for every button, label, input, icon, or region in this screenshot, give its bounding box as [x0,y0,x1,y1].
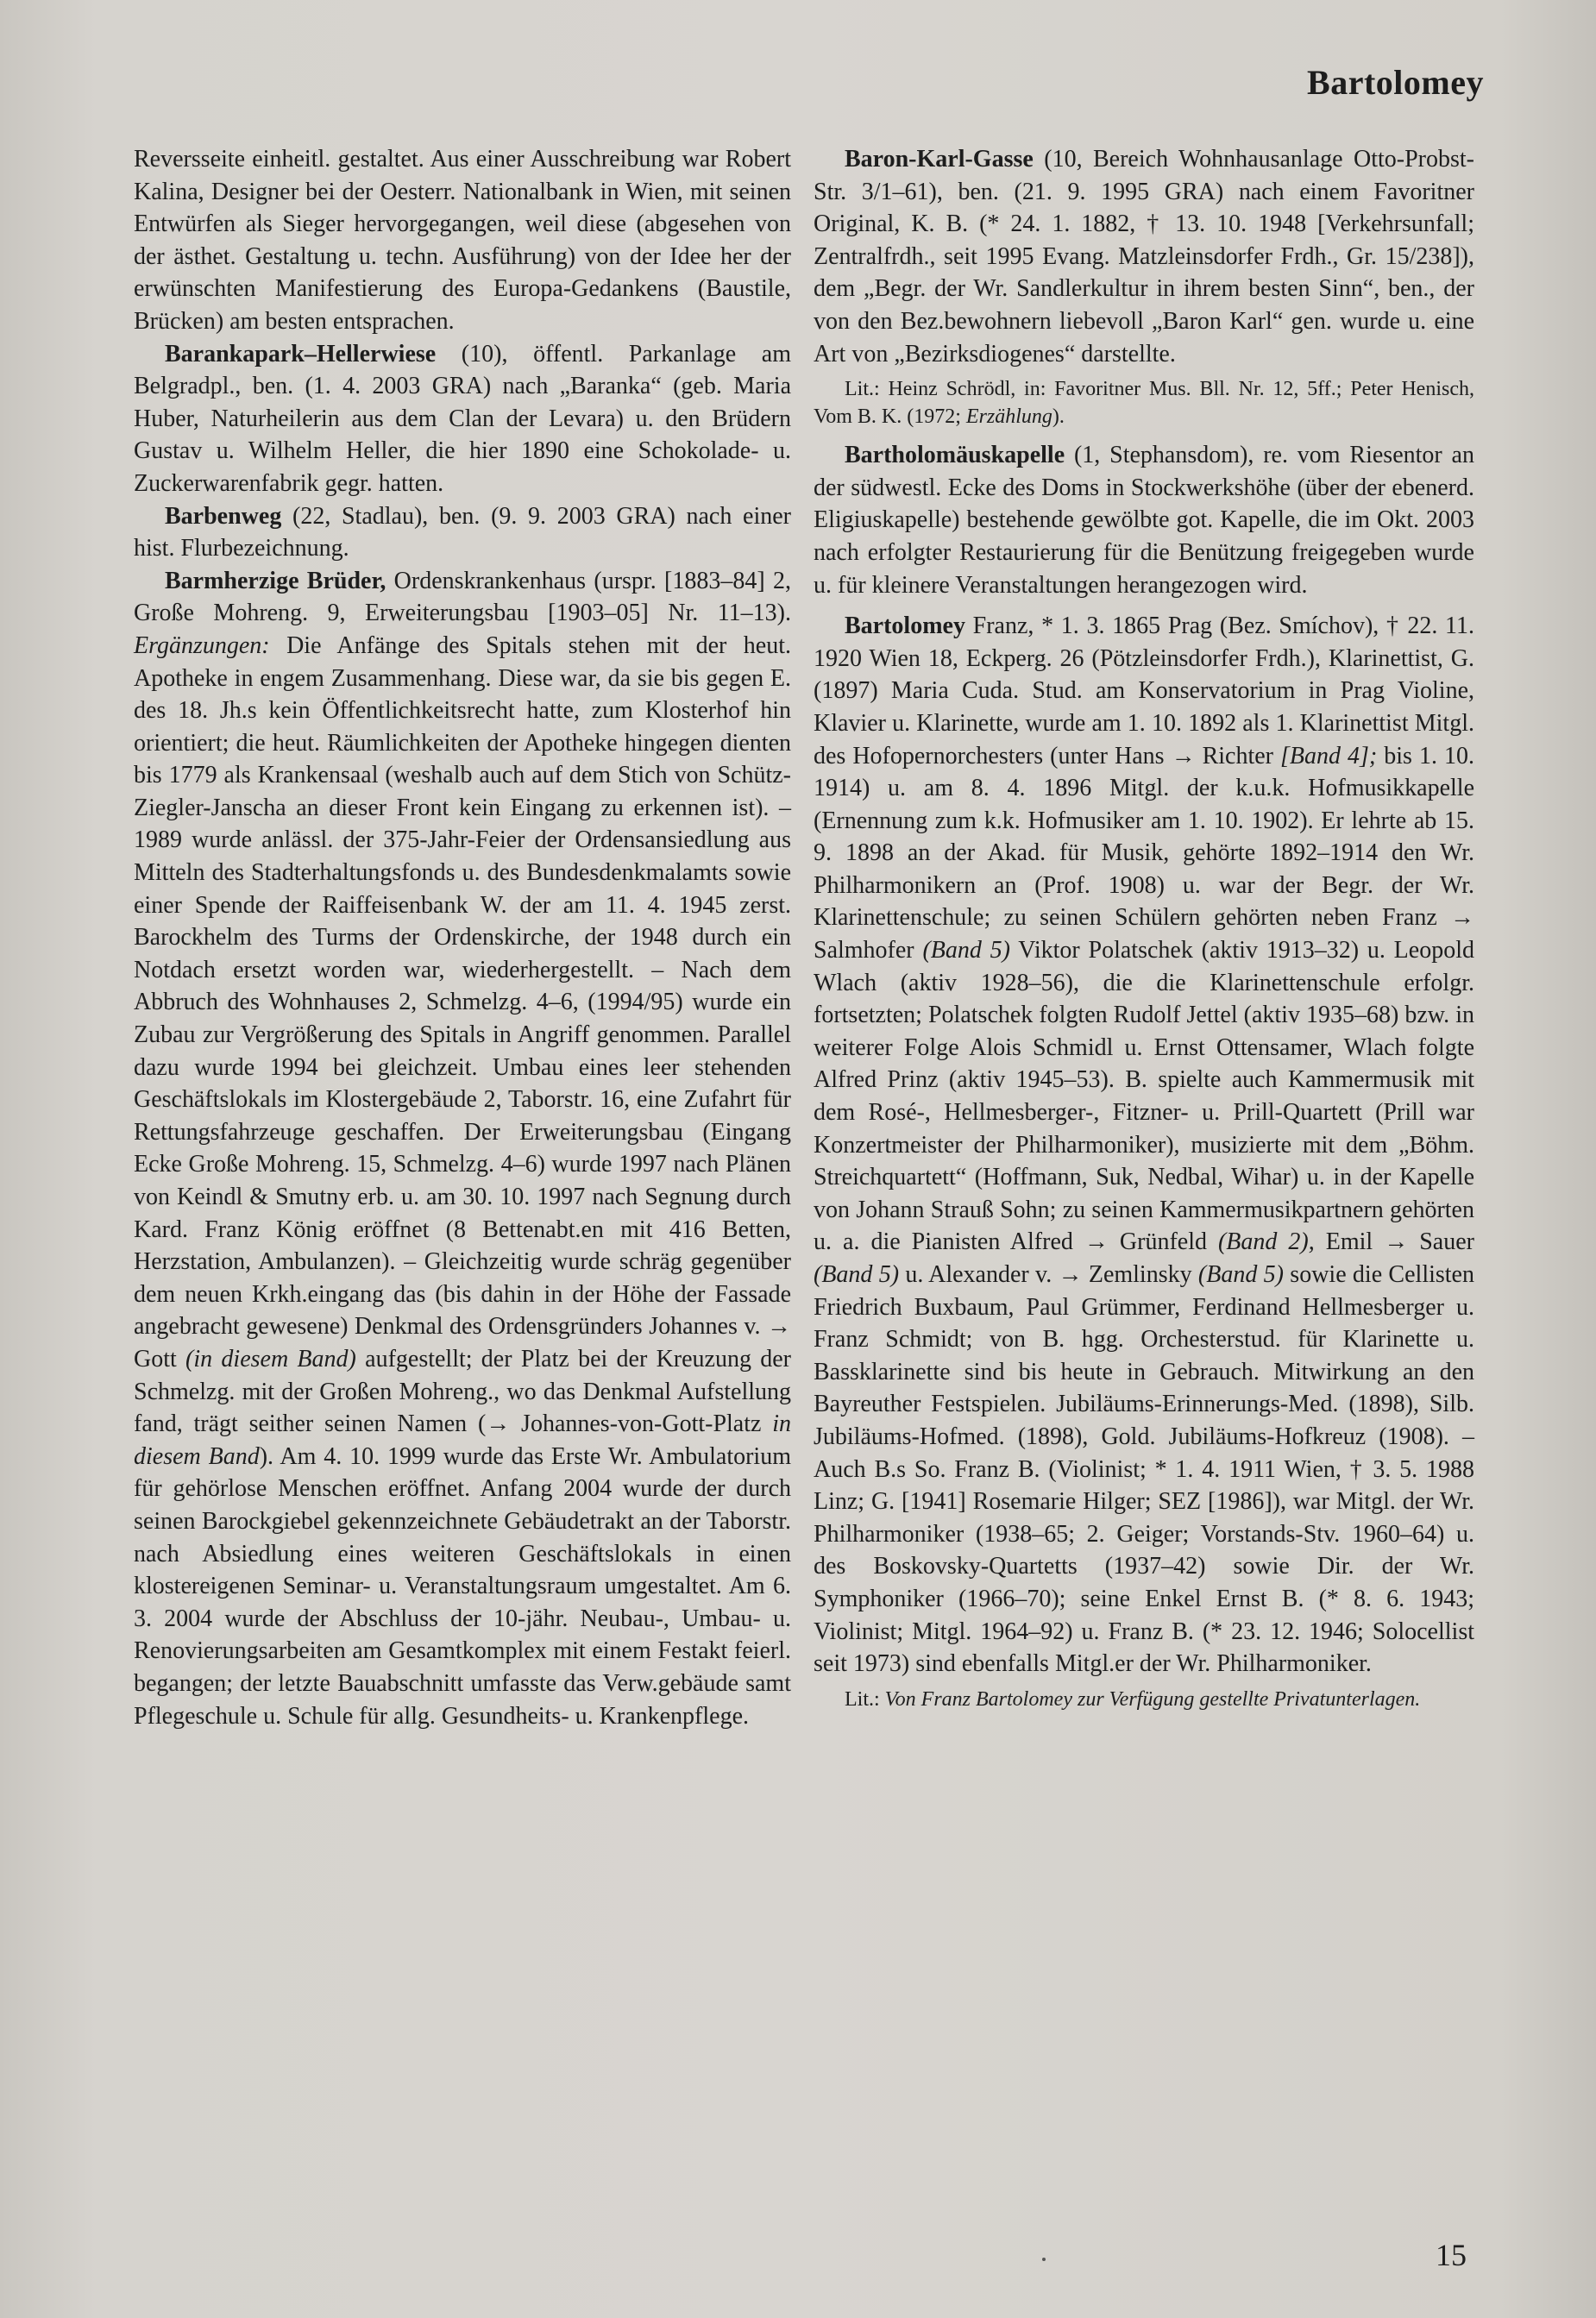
entry-text-italic: (in diesem Band) [185,1345,356,1373]
literature-text: Lit.: [845,1687,885,1711]
print-speck [1042,2258,1046,2261]
entry-text: (10, Bereich Wohnhausanlage Otto-Probst-Str. 3/1–61), ben. (21. 9. 1995 GRA) nach einem Favoritner Original, K. B. (* 24. 1. 1882, † 13. 10. 1948 [Verkehrsunfall; Zentralfrdh., seit 1995 Evang. Matzleinsdorfer Frdh., Gr. 15/238]), dem „Begr. der Wr. Sandlerkultur in ihrem besten Sinn“, ben., der von den Bez.bewohnern liebevoll „Baron Karl“ gen. wurde u. eine Art von „Bezirksdiogenes“ darstellte. [814,146,1474,367]
entry-text-italic: in diesem Band [134,1410,791,1470]
entry-text-italic: (Band 5) [1197,1261,1284,1288]
running-header: Bartolomey [1307,63,1484,102]
right-column [814,143,1474,1722]
entry-text: Ordenskrankenhaus (urspr. [1883–84] 2, Große Mohreng. 9, Erweiterungsbau [1903–05] Nr. 11–13). [134,567,791,627]
entry-lemma: Bartolomey [845,612,965,640]
entry-text: Reversseite einheitl. gestaltet. Aus einer Ausschreibung war Robert Kalina, Designer bei der Oesterr. Nationalbank in Wien, mit seinen Entwürfen als Sieger hervorgegangen, weil diese (abgesehen von der ästhet. Gestaltung u. techn. Ausführung) von der Idee her der erwünschten Manifestierung des Europa-Gedankens (Baustile, Brücken) am besten entsprachen. [134,146,791,335]
entry-lemma: Barankapark–Hellerwiese [165,340,437,367]
entry-text: sowie die Cellisten Friedrich Buxbaum, Paul Grümmer, Ferdinand Hellmesberger u. Franz Schmidt; von B. hgg. Orchesterstud. für Klarinette u. Bassklarinette sind bis heute in Gebrauch. Mitwirkung an den Bayreuther Festspielen. Jubiläums-Erinnerungs-Med. (1898), Silb. Jubiläums-Hofmed. (1898), Gold. Jubiläums-Hofkreuz (1908). – Auch B.s So. Franz B. (Violinist; * 1. 4. 1911 Wien, † 3. 5. 1988 Linz; G. [1941] Rosemarie Hilger; SEZ [1986]), war Mitgl. der Wr. Philharmoniker (1938–65; 2. Geiger; Vorstands-Stv. 1960–64) u. des Boskovsky-Quartetts (1937–42) sowie Dir. der Wr. Symphoniker (1966–70); seine Enkel Ernst B. (* 8. 6. 1943; Violinist; Mitgl. 1964–92) u. Franz B. (* 23. 12. 1946; Solocellist seit 1973) sind ebenfalls Mitgl.er der Wr. Philharmoniker. [814,1261,1474,1678]
page-number: 15 [1436,2238,1467,2272]
entry-lemma: Baron-Karl-Gasse [845,146,1034,173]
entry-barbenweg [134,500,791,565]
literature-note [814,375,1474,430]
entry-text: Franz, * 1. 3. 1865 Prag (Bez. Smíchov), † 22. 11. 1920 Wien 18, Eckperg. 26 (Pötzleinsdorfer Frdh.), Klarinettist, G. (1897) Maria Cuda. Stud. am Konservatorium in Prag Violine, Klavier u. Klarinette, wurde am 1. 10. 1892 als 1. Klarinettist Mitgl. des Hofopernorchesters (unter Hans → Richter [814,612,1474,770]
entry-continuation [134,143,791,338]
entry-lemma: Barbenweg [165,502,282,530]
entry-text-italic: (Band 5) [814,1261,900,1288]
entry-bartholomaeuskapelle [814,439,1474,601]
entry-text-italic: (Band 2), [1217,1228,1315,1256]
entry-lemma: Bartholomäuskapelle [845,442,1065,469]
entry-text: Die Anfänge des Spitals stehen mit der heut. Apotheke in engem Zusammenhang. Diese war, da sie bis gegen E. des 18. Jh.s kein Öffentlichkeitsrecht hatte, zum Klosterhof hin orientiert; die heut. Räumlichkeiten der Apotheke hingegen dienten bis 1779 als Krankensaal (weshalb auch auf dem Stich von Schütz-Ziegler-Janscha an dieser Front kein Eingang zu erkennen ist). – 1989 wurde anlässl. der 375-Jahr-Feier der Ordensansiedlung aus Mitteln des Stadterhaltungsfonds u. des Bundesdenkmalamts sowie einer Spende der Raiffeisenbank W. der am 11. 4. 1945 zerst. Barockhelm des Turms der Ordenskirche, der 1948 durch ein Notdach ersetzt worden war, wiederhergestellt. – Nach dem Abbruch des Wohnhauses 2, Schmelzg. 4–6, (1994/95) wurde ein Zubau zur Vergrößerung des Spitals in Angriff genommen. Parallel dazu wurde 1994 bei gleichzeit. Umbau eines leer stehenden Geschäftslokals im Klostergebäude 2, Taborstr. 16, eine Zufahrt für Rettungsfahrzeuge geschaffen. Der Erweiterungsbau (Eingang Ecke Große Mohreng. 15, Schmelzg. 4–6) wurde 1997 nach Plänen von Keindl & Smutny erb. u. am 30. 10. 1997 nach Segnung durch Kard. Franz König eröffnet (8 Bettenabt.en mit 416 Betten, Herzstation, Ambulanzen). – Gleichzeitig wurde schräg gegenüber dem neuen Krkh.eingang das (bis dahin in der Höhe der Fassade angebracht gewesene) Denkmal des Ordensgründers Johannes v. → Gott [134,631,791,1373]
entry-text: Viktor Polatschek (aktiv 1913–32) u. Leopold Wlach (aktiv 1928–56), die die Klarinettenschule erfolgr. fortsetzten; Polatschek folgten Rudolf Jettel (aktiv 1935–68) bzw. in weiterer Folge Alois Schmidl u. Ernst Ottensamer, Wlach folgte Alfred Prinz (aktiv 1945–53). B. spielte auch Kammermusik mit dem Rosé-, Hellmesberger-, Fitzner- u. Prill-Quartett (Prill war Konzertmeister der Philharmoniker), musizierte mit dem „Böhm. Streichquartett“ (Hoffmann, Suk, Nedbal, Wihar) u. in der Kapelle von Johann Strauß Sohn; zu seinen Kammermusikpartnern gehörten u. a. die Pianisten Alfred → Grünfeld [814,937,1474,1256]
entry-text: u. Alexander v. → Zemlinsky [899,1261,1198,1288]
entry-text-italic: (Band 5) [922,937,1010,964]
literature-text: ). [1052,405,1065,429]
left-column [134,143,791,1732]
entry-bartolomey [814,610,1474,1680]
entry-text: (22, Stadlau), ben. (9. 9. 2003 GRA) nach einer hist. Flurbezeichnung. [134,502,791,562]
entry-text: bis 1. 10. 1914) u. am 8. 4. 1896 Mitgl. der k.u.k. Hofmusikkapelle (Ernennung zum k.k. Hofmusiker am 1. 10. 1902). Er lehrte ab 15. 9. 1898 an der Akad. für Musik, gehörte 1892–1914 den Wr. Philharmonikern an (Prof. 1908) u. war der Begr. der Wr. Klarinettenschule; zu seinen Schülern gehörten neben Franz → Salmhofer [814,742,1474,964]
entry-text: aufgestellt; der Platz bei der Kreuzung der Schmelzg. mit der Großen Mohreng., wo das Denkmal Aufstellung fand, trägt seither seinen Namen (→ Johannes-von-Gott-Platz [134,1345,791,1438]
entry-text-italic: [Band 4]; [1280,742,1378,770]
literature-text: Lit.: Heinz Schrödl, in: Favoritner Mus. Bll. Nr. 12, 5ff.; Peter Henisch, Vom B. K. (1972; [814,378,1474,429]
entry-barankapark [134,338,791,500]
literature-text-italic: Erzählung [965,405,1052,429]
entry-text: Emil → Sauer [1314,1228,1474,1256]
entry-baron-karl-gasse [814,143,1474,370]
entry-text: (10), öffentl. Parkanlage am Belgradpl., ben. (1. 4. 2003 GRA) nach „Baranka“ (geb. Maria Huber, Naturheilerin aus dem Clan der Levara) u. den Brüdern Gustav u. Wilhelm Heller, die hier 1890 eine Schokolade- u. Zuckerwarenfabrik gegr. hatten. [134,340,791,497]
entry-lemma: Barmherzige Brüder, [165,567,386,594]
entry-barmherzige-brueder [134,565,791,1732]
literature-text-italic: Von Franz Bartolomey zur Verfügung gestellte Privatunterlagen. [884,1687,1421,1711]
entry-text: ). Am 4. 10. 1999 wurde das Erste Wr. Ambulatorium für gehörlose Menschen eröffnet. Anfang 2004 wurde der durch seinen Barockgiebel gekennzeichnete Gebäudetrakt an der Taborstr. nach Absiedlung eines weiteren Geschäftslokals in einen klostereigenen Seminar- u. Veranstaltungsraum umgestaltet. Am 6. 3. 2004 wurde der Abschluss der 10-jähr. Neubau-, Umbau- u. Renovierungsarbeiten am Gesamtkomplex mit einem Festakt feierl. begangen; der letzte Bauabschnitt umfasste das Verw.gebäude samt Pflegeschule u. Schule für allg. Gesundheits- u. Krankenpflege. [134,1442,791,1730]
literature-note [814,1686,1474,1713]
entry-text: (1, Stephansdom), re. vom Riesentor an der südwestl. Ecke des Doms in Stockwerkshöhe (über der ebenerd. Eligiuskapelle) bestehende gewölbte got. Kapelle, die im Okt. 2003 nach erfolgter Restaurierung für die Benützung freigegeben wurde u. für kleinere Veranstaltungen herangezogen wird. [814,442,1474,599]
entry-text-italic: Ergänzungen: [134,631,270,659]
